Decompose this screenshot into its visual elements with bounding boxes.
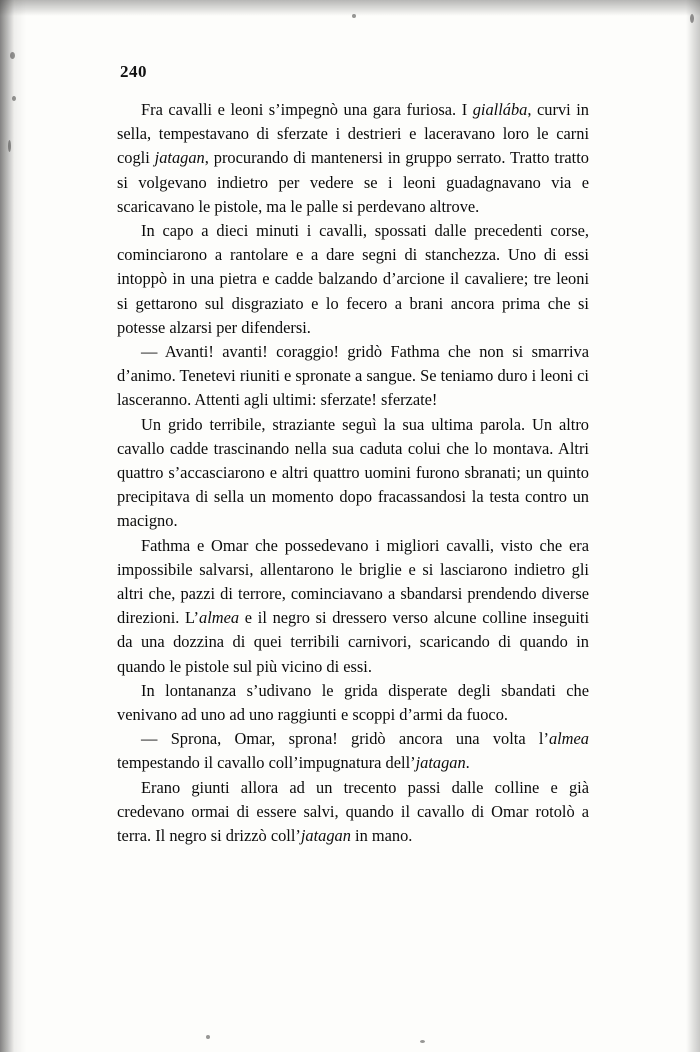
paragraph	[117, 776, 589, 849]
scan-speck	[352, 14, 356, 18]
text-run: — Sprona, Omar, sprona! gridò ancora una volta l’	[141, 729, 549, 749]
scan-speck	[12, 96, 16, 101]
text-run: Erano giunti allora ad un trecento passi dalle colline e già credevano ormai di essere salvi, quando il cavallo di Omar rotolò a terra. Il negro si drizzò coll’	[117, 777, 589, 846]
text-run: — Avanti! avanti! coraggio! gridò Fathma che non si smarriva d’animo. Tenetevi riuniti e spronate a sangue. Se teniamo duro i leoni ci lasceranno. Attenti agli ultimi: sferzate! sferzate!	[117, 342, 589, 410]
text-run: Un grido terribile, straziante seguì la sua ultima parola. Un altro cavallo cadde trascinando nella sua caduta colui che lo montava. Altri quattro s’accasciarono e altri quattro uomini furono sbranati; un quinto precipitava di sella un momento dopo fracassandosi la testa contro un macigno.	[117, 414, 589, 531]
paragraph	[117, 413, 589, 534]
page-text-block	[117, 62, 589, 848]
scan-speck	[10, 52, 15, 59]
text-run: Fathma e Omar che possedevano i migliori cavalli, visto che era impossibile salvarsi, allentarono le briglie e si lasciarono indietro gli altri che, pazzi di terrore, cominciavano a sbandarsi prendendo diverse direzioni. L’	[117, 535, 589, 628]
scan-edge-top	[0, 0, 700, 16]
page-number: 240	[120, 62, 147, 81]
italic-term: jatagan	[154, 148, 205, 168]
text-run: , procurando di mantenersi in gruppo serrato. Tratto tratto si volgevano indietro per vedere se i leoni guadagnavano via e scaricavano le pistole, ma le palle si perdevano altrove.	[117, 148, 589, 216]
paragraph	[117, 727, 589, 775]
paragraph	[117, 340, 589, 413]
text-run: Fra cavalli e leoni s’impegnò una gara furiosa. I	[141, 100, 473, 119]
scan-edge-right	[686, 0, 700, 1052]
body-text	[117, 98, 589, 848]
scan-speck	[420, 1040, 425, 1043]
scan-speck	[206, 1035, 210, 1039]
paragraph	[117, 98, 589, 219]
scan-edge-left	[0, 0, 26, 1052]
paragraph	[117, 679, 589, 727]
scan-speck	[8, 140, 11, 152]
italic-term: giallába	[472, 100, 528, 119]
text-run: e il negro si dressero verso alcune colline inseguiti da una dozzina di quei terribili carnivori, scaricando di quando in quando le pistole sul più vicino di essi.	[117, 608, 589, 676]
text-run: In capo a dieci minuti i cavalli, spossati dalle precedenti corse, cominciarono a rantolare e a dare segni di stanchezza. Uno di essi intoppò in una pietra e cadde balzando d’arcione il cavaliere; tre leoni si gettarono sul disgraziato e lo fecero a brani ancora prima che si potesse alzarsi per difendersi.	[117, 221, 589, 337]
text-run: , curvi in sella, tempestavano di sferzate i destrieri e laceravano loro le carni cogli	[117, 100, 589, 168]
text-run: .	[465, 753, 470, 773]
paragraph	[117, 534, 589, 679]
text-run: in mano.	[350, 826, 413, 846]
text-run: tempestando il cavallo coll’impugnatura dell’	[117, 753, 416, 773]
italic-term: jatagan	[415, 753, 466, 773]
text-run: In lontananza s’udivano le grida disperate degli sbandati che venivano ad uno ad uno raggiunti e scoppi d’armi da fuoco.	[117, 680, 589, 725]
italic-term: jatagan	[300, 826, 351, 846]
scan-speck	[690, 14, 694, 23]
paragraph	[117, 219, 589, 340]
italic-term: almea	[199, 608, 240, 628]
italic-term: almea	[548, 729, 589, 749]
